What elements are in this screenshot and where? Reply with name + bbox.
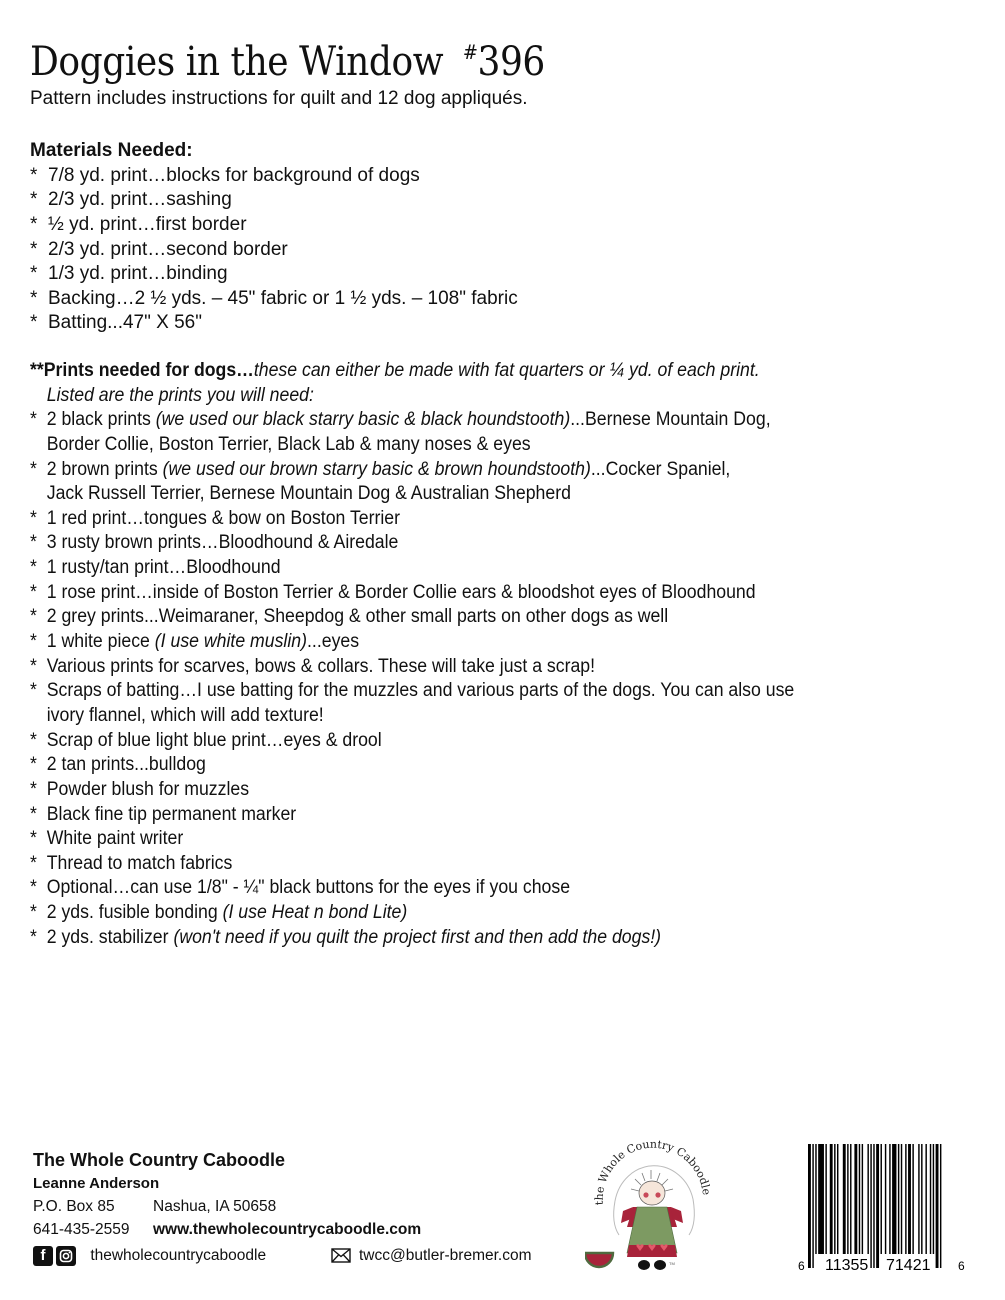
barcode-bar	[837, 1144, 838, 1254]
bullet-asterisk: *	[30, 581, 37, 603]
bullet-asterisk: *	[30, 680, 37, 702]
barcode-bar	[862, 1144, 863, 1254]
prints-item	[30, 408, 914, 433]
barcode-bar	[905, 1144, 906, 1254]
bullet-asterisk: *	[30, 507, 37, 529]
pattern-number-value: 396	[477, 39, 545, 85]
prints-heading-italic: these can either be made with fat quarters or ¼ yd. of each print.	[253, 360, 760, 381]
bullet-asterisk: *	[30, 729, 37, 751]
prints-item	[30, 778, 914, 803]
barcode-bar	[885, 1144, 886, 1254]
social-row	[33, 1244, 573, 1267]
materials-list	[30, 164, 980, 336]
barcode-bar	[843, 1144, 846, 1254]
bullet-asterisk: *	[30, 287, 38, 309]
prints-item-continuation: ivory flannel, which will add texture!	[46, 704, 324, 726]
prints-item	[30, 679, 914, 704]
prints-item-text: 1 white piece	[46, 631, 155, 653]
email-link[interactable]: twcc@butler-bremer.com	[359, 1247, 532, 1264]
barcode-bar	[933, 1144, 934, 1254]
barcode-bar	[834, 1144, 835, 1254]
bullet-asterisk: *	[30, 877, 37, 899]
prints-section	[30, 359, 980, 950]
prints-item	[30, 507, 914, 532]
prints-item-note: (I use Heat n bond Lite)	[222, 902, 408, 924]
prints-item	[30, 605, 914, 630]
bullet-asterisk: *	[30, 606, 37, 628]
title-text: Doggies in the Window	[30, 39, 444, 85]
barcode-bar	[815, 1144, 816, 1254]
prints-heading-bold: **Prints needed for dogs…	[30, 360, 254, 381]
svg-text:TM: TM	[669, 1261, 675, 1266]
prints-list	[30, 408, 980, 950]
materials-item-text: 7/8 yd. print…blocks for background of dogs	[48, 164, 420, 186]
prints-item	[30, 852, 914, 877]
prints-item-text: 1 rose print…inside of Boston Terrier & Border Collie ears & bloodshot eyes of Bloodhound	[46, 581, 756, 603]
website-link[interactable]: www.thewholecountrycaboodle.com	[153, 1221, 422, 1238]
prints-item	[30, 630, 914, 655]
bullet-asterisk: *	[30, 902, 37, 924]
barcode-bar	[921, 1144, 922, 1254]
prints-item-use: ...Bernese Mountain Dog,	[570, 409, 771, 431]
bullet-asterisk: *	[30, 409, 37, 431]
hash-symbol: #	[462, 40, 478, 64]
barcode-bar	[873, 1144, 874, 1268]
barcode-bar	[889, 1144, 890, 1254]
barcode-bar	[940, 1144, 941, 1268]
bullet-asterisk: *	[30, 631, 37, 653]
prints-item-note: (we used our black starry basic & black houndstooth)	[155, 409, 571, 431]
prints-item-text: 2 tan prints...bulldog	[46, 754, 206, 776]
barcode-bar	[912, 1144, 913, 1254]
bullet-asterisk: *	[30, 263, 38, 285]
prints-item-text: 2 black prints	[46, 409, 156, 431]
barcode-bar	[812, 1144, 813, 1268]
bullet-asterisk: *	[30, 164, 38, 186]
mail-icon	[331, 1248, 351, 1263]
materials-section	[30, 139, 980, 336]
prints-item	[30, 581, 914, 606]
bullet-asterisk: *	[30, 926, 37, 948]
prints-item	[30, 655, 914, 680]
prints-heading	[30, 359, 914, 384]
prints-item-text: 2 brown prints	[46, 458, 163, 480]
barcode-bar	[818, 1144, 824, 1254]
barcode-bar	[825, 1144, 826, 1254]
prints-item-text: Powder blush for muzzles	[46, 778, 250, 800]
prints-item	[30, 753, 914, 778]
bullet-asterisk: *	[30, 189, 38, 211]
prints-item	[30, 827, 914, 852]
bullet-asterisk: *	[30, 532, 37, 554]
bullet-asterisk: *	[30, 778, 37, 800]
materials-item-text: 1/3 yd. print…binding	[48, 263, 228, 285]
footer-contact	[33, 1148, 573, 1267]
prints-item-note: (we used our brown starry basic & brown houndstooth)	[162, 458, 591, 480]
instagram-icon[interactable]	[56, 1246, 76, 1266]
barcode-bar	[876, 1144, 879, 1268]
phone-web-row	[33, 1218, 573, 1241]
prints-item-use: ...Cocker Spaniel,	[590, 458, 731, 480]
barcode-bar	[850, 1144, 851, 1254]
company-logo	[585, 1135, 720, 1275]
materials-item	[30, 213, 980, 238]
barcode-bar	[901, 1144, 902, 1254]
prints-item-text: Various prints for scarves, bows & collars. These will take just a scrap!	[46, 655, 596, 677]
po-box: P.O. Box 85	[33, 1198, 115, 1215]
prints-item	[30, 803, 914, 828]
address-row	[33, 1195, 573, 1218]
materials-item-text: Backing…2 ½ yds. – 45" fabric or 1 ½ yds. – 108" fabric	[48, 287, 518, 309]
barcode-bar	[867, 1144, 868, 1254]
barcode-bar	[892, 1144, 896, 1254]
company-name: The Whole Country Caboodle	[33, 1150, 285, 1170]
prints-item-text: Optional…can use 1/8" - ¼" black buttons for the eyes if you chose	[46, 877, 571, 899]
barcode-bar	[859, 1144, 860, 1254]
pattern-title	[30, 24, 545, 84]
upc-barcode	[798, 1142, 968, 1274]
prints-item	[30, 901, 914, 926]
barcode-left-digit: 6	[798, 1259, 805, 1273]
materials-item	[30, 164, 980, 189]
barcode-group-1: 11355	[825, 1257, 869, 1274]
prints-item	[30, 556, 914, 581]
doll-face	[639, 1181, 665, 1205]
prints-item	[30, 926, 914, 951]
barcode-bar	[925, 1144, 926, 1254]
barcode-right-digit: 6	[958, 1259, 965, 1273]
social-handle[interactable]: thewholecountrycaboodle	[90, 1247, 267, 1264]
bullet-asterisk: *	[30, 213, 38, 235]
social-icons	[33, 1246, 76, 1266]
barcode-bar	[870, 1144, 871, 1268]
prints-item-continuation: Jack Russell Terrier, Bernese Mountain Dog & Australian Shepherd	[46, 483, 571, 505]
prints-subheading: Listed are the prints you will need:	[46, 384, 314, 406]
barcode-bar	[918, 1144, 919, 1254]
logo-text: the Whole Country Caboodle	[592, 1137, 714, 1206]
materials-item	[30, 262, 980, 287]
barcode-group-2: 71421	[886, 1257, 931, 1274]
prints-item-use: ...eyes	[307, 631, 360, 653]
prints-item-text: Black fine tip permanent marker	[46, 803, 297, 825]
bullet-asterisk: *	[30, 828, 37, 850]
bullet-asterisk: *	[30, 852, 37, 874]
subtitle: Pattern includes instructions for quilt and 12 dog appliqués.	[30, 88, 528, 109]
prints-item	[30, 531, 914, 556]
materials-item	[30, 311, 980, 336]
materials-item-text: Batting...47" X 56"	[48, 312, 202, 334]
facebook-icon[interactable]: f	[33, 1246, 53, 1266]
prints-item-text: 1 rusty/tan print…Bloodhound	[46, 557, 281, 579]
prints-item-continuation: Border Collie, Boston Terrier, Black Lab & many noses & eyes	[46, 433, 531, 455]
prints-item-text: 3 rusty brown prints…Bloodhound & Airedale	[46, 532, 399, 554]
bullet-asterisk: *	[30, 238, 38, 260]
barcode-bar	[881, 1144, 882, 1254]
prints-item-text: Scrap of blue light blue print…eyes & drool	[46, 729, 382, 751]
prints-item	[30, 729, 914, 754]
city-state-zip: Nashua, IA 50658	[153, 1198, 277, 1215]
prints-item-text: 2 yds. fusible bonding	[46, 902, 223, 924]
prints-item	[30, 458, 914, 483]
bullet-asterisk: *	[30, 312, 38, 334]
materials-item-text: 2/3 yd. print…second border	[48, 238, 288, 260]
email-group	[331, 1244, 532, 1267]
prints-item-text: White paint writer	[46, 828, 184, 850]
barcode-bar	[830, 1144, 833, 1254]
barcode-bar	[908, 1144, 911, 1254]
prints-item-text: 2 yds. stabilizer	[46, 926, 174, 948]
materials-item	[30, 287, 980, 312]
pattern-number	[463, 39, 545, 85]
bullet-asterisk: *	[30, 803, 37, 825]
prints-item-note: (won't need if you quilt the project first and then add the dogs!)	[173, 926, 662, 948]
materials-item-text: ½ yd. print…first border	[48, 213, 247, 235]
barcode-bar	[847, 1144, 848, 1254]
barcode-bar	[898, 1144, 899, 1254]
prints-item-text: 2 grey prints...Weimaraner, Sheepdog & other small parts on other dogs as well	[46, 606, 669, 628]
bullet-asterisk: *	[30, 754, 37, 776]
prints-item-text: Scraps of batting…I use batting for the muzzles and various parts of the dogs. You can also use	[46, 680, 795, 702]
designer-name: Leanne Anderson	[33, 1175, 160, 1192]
barcode-bar	[936, 1144, 939, 1268]
prints-item-note: (I use white muslin)	[154, 631, 308, 653]
watermelon-slice	[585, 1253, 613, 1267]
bullet-asterisk: *	[30, 655, 37, 677]
prints-item-text: Thread to match fabrics	[46, 852, 233, 874]
barcode-bar	[808, 1144, 811, 1268]
phone: 641-435-2559	[33, 1221, 130, 1238]
bullet-asterisk: *	[30, 557, 37, 579]
barcode-bar	[930, 1144, 931, 1254]
prints-item	[30, 876, 914, 901]
bullet-asterisk: *	[30, 458, 37, 480]
prints-item-text: 1 red print…tongues & bow on Boston Terrier	[46, 507, 401, 529]
materials-item-text: 2/3 yd. print…sashing	[48, 189, 232, 211]
barcode-bar	[854, 1144, 857, 1254]
materials-item	[30, 238, 980, 263]
materials-heading: Materials Needed:	[30, 140, 193, 161]
materials-item	[30, 188, 980, 213]
